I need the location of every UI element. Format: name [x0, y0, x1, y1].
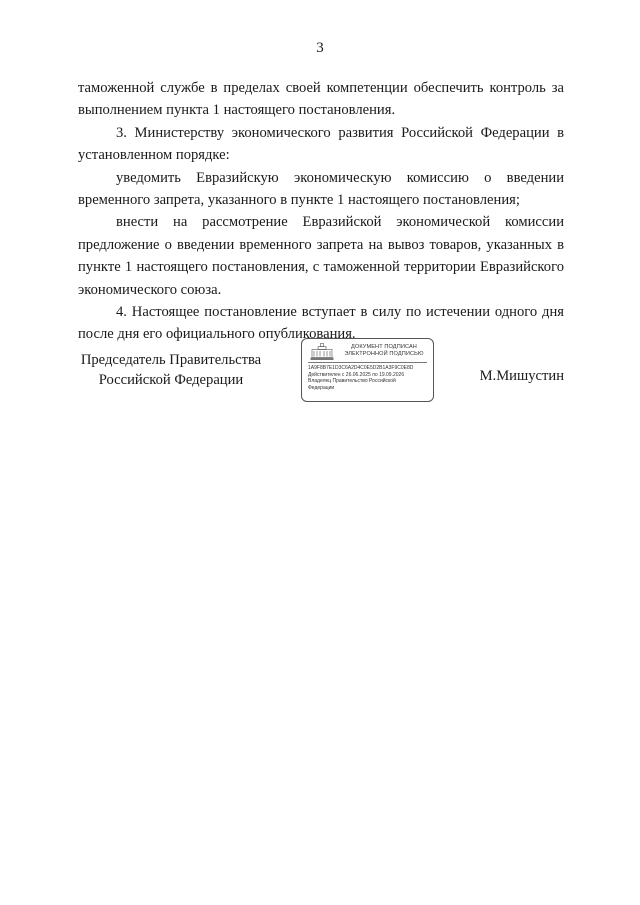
- paragraph-notify-commission: уведомить Евразийскую экономическую комиссию о введении временного запрета, указанного в пункте 1 настоящего постановления;: [78, 169, 564, 209]
- paragraph-item-3: 3. Министерству экономического развития Российской Федерации в установленном порядке:: [78, 124, 564, 164]
- page-number: 3: [316, 40, 324, 56]
- stamp-divider: [308, 362, 427, 363]
- stamp-certificate-info: [308, 365, 430, 391]
- signatory-name: М.Мишустин: [479, 368, 564, 384]
- electronic-signature-stamp: [301, 338, 434, 402]
- stamp-owner-line-2: Федерации: [308, 384, 335, 391]
- signatory-title-line-1: Председатель Правительства: [80, 352, 262, 368]
- stamp-certificate-number: 1A9F8B7E1D3C6A2D4C0E5D2B1A3F9C0E8D: [308, 365, 414, 371]
- stamp-owner-line-1: Владелец Правительство Российской: [308, 378, 396, 385]
- signatory-title: [78, 350, 264, 390]
- paragraph-submit-proposal: внести на рассмотрение Евразийской экономической комиссии предложение о введении временного запрета на вывоз товаров, указанных в пункте 1 настоящего постановления, с таможенной территории Евразийского экономического союза.: [78, 214, 564, 298]
- stamp-header-line-2: ЭЛЕКТРОННОЙ ПОДПИСЬЮ: [344, 351, 424, 357]
- stamp-validity: Действителен с 26.06.2025 по 19.09.2026: [308, 371, 405, 378]
- government-building-icon: [310, 343, 334, 361]
- stamp-header: [338, 344, 430, 358]
- paragraph-item-4: 4. Настоящее постановление вступает в силу по истечении одного дня после дня его официального опубликования.: [78, 304, 564, 343]
- signature-block: [78, 338, 564, 408]
- stamp-header-line-1: ДОКУМЕНТ ПОДПИСАН: [351, 344, 417, 350]
- paragraph-customs-control: таможенной службе в пределах своей компетенции обеспечить контроль за выполнением пункта 1 настоящего постановления.: [78, 80, 564, 119]
- signatory-title-line-2: Российской Федерации: [98, 372, 244, 388]
- document-body: [78, 77, 564, 346]
